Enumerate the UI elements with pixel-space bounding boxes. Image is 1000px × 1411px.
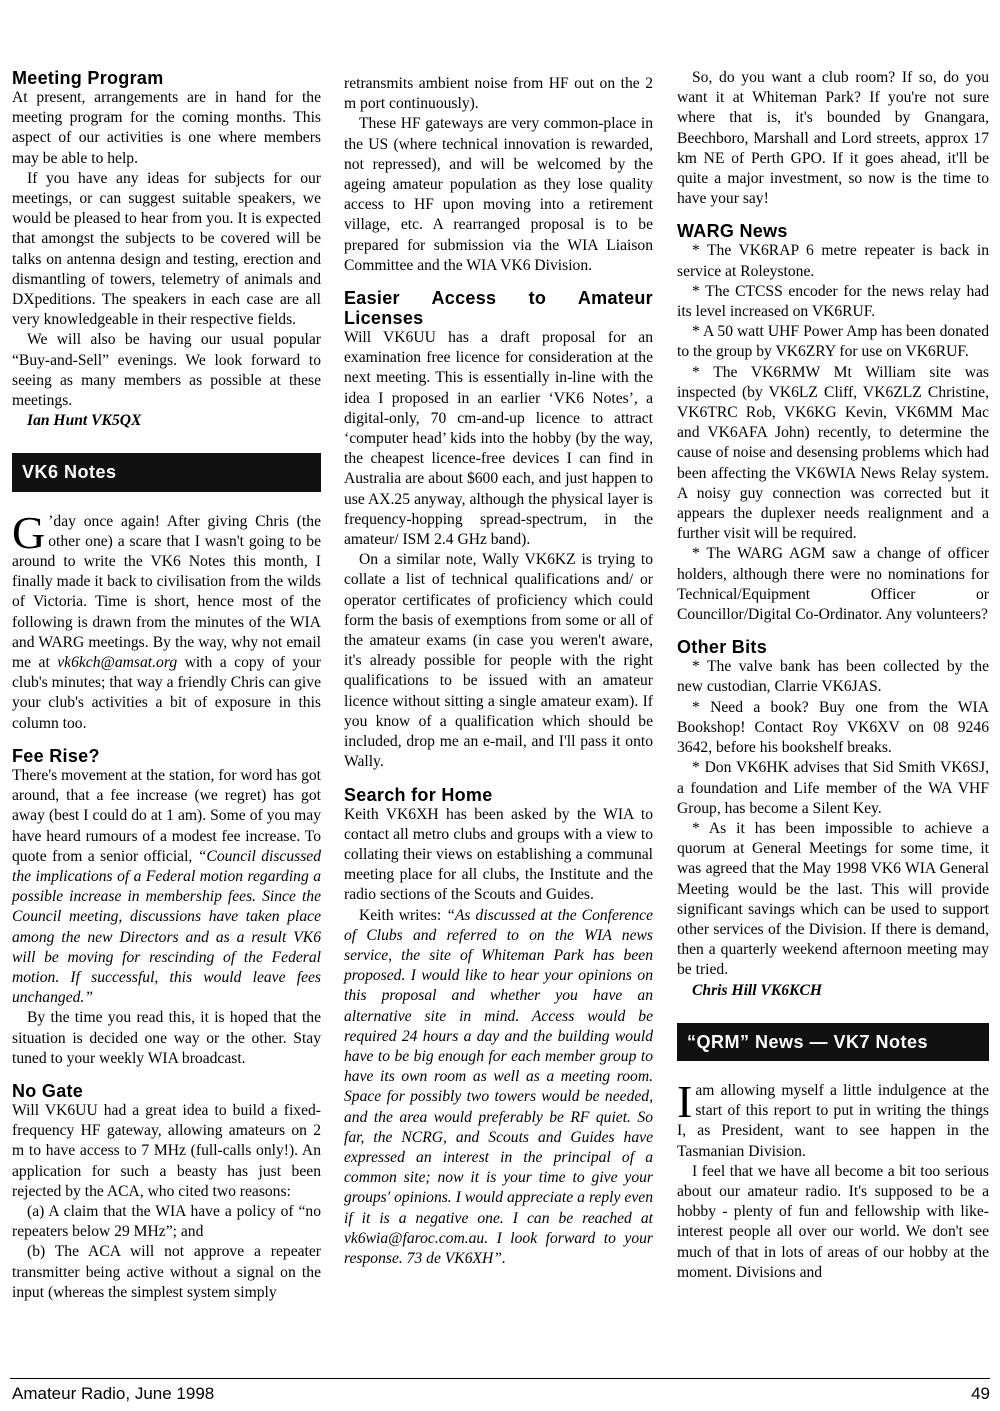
search-text: Keith writes: [359,906,447,924]
no-gate-heading: No Gate [12,1080,84,1101]
continued-paragraph: retransmits ambient noise from HF out on the 2 m port continuously). [344,75,653,113]
easier-access-heading: Easier Access to Amateur Licenses [344,288,653,329]
hf-gateways-paragraph: These HF gateways are very common-place in the US (where technical innovation is rewarded, not repressed), and will be welcomed by the ageing amateur population as they lose quality access to HF upon moving into a retirement village, etc. A rearranged proposal is to be prepared for submission via the WIA Liaison Committee and the WIA VK6 Division. [344,115,653,274]
search-paragraph-1: Keith VK6XH has been asked by the WIA to contact all metro clubs and groups with a view to collating their views on establishing a communal meeting place for all clubs, the Institute and the radio sections of the Scouts and Guides. [344,805,653,904]
other-item-1: * The valve bank has been collected by the new custodian, Clarrie VK6JAS. [677,658,989,696]
warg-item-4: * The VK6RMW Mt William site was inspected (by VK6LZ Cliff, VK6ZLZ Christine, VK6TRC Rob, VK6KG Kevin, VK6MM Mac and VK6AFA John) recently, to determine the cause of noise and desensing problems which had been affecting the VK6WIA News Relay system. A noisy guy connection was corrected but it appears the duplexer needs realignment and a further visit will be required. [677,363,989,543]
nogate-paragraph-2: (a) A claim that the WIA have a policy of “no repeaters below 29 MHz”; and [12,1202,321,1241]
vk6-intro-text-a: ’day once again! After giving Chris (the other one) a scare that I wasn't going to be around to write the VK6 Notes this month, I finally made it back to civilisation from the wilds of Victoria. Time is short, hence most of the following is drawn from the minutes of the WIA and WARG meetings. By the way, why not email me at [12,512,321,672]
vk6-intro-text-b: with a copy of your club's minutes; that way a friendly Chris can give your club's activities a bit of exposure in this column too. [12,654,321,732]
other-signature: Chris Hill VK6KCH [692,981,822,999]
fee-paragraph-1 [12,766,321,1008]
drop-cap-g: G [12,506,46,558]
warg-item-1: * The VK6RAP 6 metre repeater is back in service at Roleystone. [677,242,989,280]
other-bits-heading: Other Bits [677,637,768,658]
vk6-notes-banner: VK6 Notes [12,453,321,491]
nogate-paragraph-1: Will VK6UU had a great idea to build a fixed-frequency HF gateway, allowing amateurs on 2 m to have access to 7 MHz (full-calls only!). An application for such a beasty has just been rejected by the ACA, who cited two reasons: [12,1101,321,1200]
fee-rise-heading: Fee Rise? [12,745,100,766]
meeting-program-heading: Meeting Program [12,68,164,88]
other-item-3: * Don VK6HK advises that Sid Smith VK6SJ, a foundation and Life member of the WA VHF Group, has become a Silent Key. [677,759,989,817]
publication-title: Amateur Radio, June 1998 [12,1384,215,1403]
warg-news-heading: WARG News [677,221,788,242]
fee-paragraph-2: By the time you read this, it is hoped that the situation is decided one way or the other. Stay tuned to your weekly WIA broadcast. [12,1009,321,1067]
meeting-signature: Ian Hunt VK5QX [27,412,142,430]
drop-cap-i: I [677,1075,693,1127]
footer-divider [10,1378,990,1379]
search-paragraph-2 [344,906,653,1270]
other-item-4: * As it has been impossible to achieve a quorum at General Meetings for some time, it was agreed that the May 1998 VK6 WIA General Meeting would be the last. This will provide significant savings which can be used to support other services of the Division. If there is demand, then a quarterly weekend afternoon meeting may be tried. [677,819,989,979]
qrm-text-1: am allowing myself a little indulgence at the start of this report to put in writing the things I, as President, want to see happen in the Tasmanian Division. [677,1081,989,1160]
warg-item-2: * The CTCSS encoder for the news relay had its level increased on VK6RUF. [677,282,989,321]
easier-paragraph-1: Will VK6UU has a draft proposal for an examination free licence for consideration at the next meeting. This is essentially in-line with the idea I proposed in an earlier ‘VK6 Notes’, a digital-only, 70 cm-and-up licence to attract ‘computer head’ kids into the hobby (by the way, the cheapest licence-free devices I can find in Australia are about $600 each, and just happen to use AX.25 anyway, although the physical layer is frequency-hopping spread-spectrum, in the amateur/ ISM 2.4 GHz band). [344,329,653,549]
qrm-news-banner: “QRM” News — VK7 Notes [677,1023,989,1061]
fee-text: There's movement at the station, for word has got around, that a fee increase (we regret) has got away (best I could do at 1 am). Some of you may have heard rumours of a modest fee increase. To quote from a senior official, [12,766,321,865]
vk6-intro-paragraph [12,506,321,734]
search-for-home-heading: Search for Home [344,784,493,805]
column-right [677,68,989,1283]
meeting-paragraph-3: We will also be having our usual popular “Buy-and-Sell” evenings. We look forward to seeing as many members as possible at these meetings. [12,331,321,410]
column-left [12,68,321,1303]
warg-item-3: * A 50 watt UHF Power Amp has been donated to the group by VK6ZRY for use on VK6RUF. [677,323,989,361]
easier-paragraph-2: On a similar note, Wally VK6KZ is trying to collate a list of technical qualifications and/ or operator certificates of proficiency which could form the basis of exemptions from some or all of the amateur exams (in case you weren't aware, it's already possible for people with the right qualifications to be issued with an amateur licence without sitting a single amateur exam). If you know of a qualification which should be included, drop me an e-mail, and I'll pass it onto Wally. [344,551,653,771]
meeting-paragraph-2: If you have any ideas for subjects for our meetings, or can suggest suitable speakers, we would be pleased to hear from you. It is expected that amongst the subjects to be covered will be talks on antenna design and testing, erection and dismantling of towers, telemetry of animals and DXpeditions. The speakers in each case are all very knowledgeable in their respective fields. [12,169,321,329]
club-room-paragraph: So, do you want a club room? If so, do you want it at Whiteman Park? If you're not sure where that is, it's bounded by Gnangara, Beechboro, Marshall and Lord streets, approx 17 km NE of Perth GPO. If it goes ahead, it'll be quite a major investment, so now is the time to have your say! [677,69,989,208]
column-middle [344,74,653,1269]
email-link[interactable]: vk6kch@amsat.org [57,654,178,672]
search-quote: “As discussed at the Conference of Clubs and referred to on the WIA news service, the site of Whiteman Park has been proposed. I would like to hear your opinions on this proposal and whether you have an alternative site in mind. Access would be required 24 hours a day and the building would have to be big enough for each member group to have its own room as well as a meeting room. Space for possibly two towers would be needed, and the area would preferably be RF quiet. So far, the NCRG, and Scouts and Guides have expressed an interest in the principal of a common site; now it is your time to give your groups' opinions. I would appreciate a reply even if it is a negative one. I can be reached at vk6wia@faroc.com.au. I look forward to your response. 73 de VK6XH”. [344,906,653,1267]
meeting-paragraph-1: At present, arrangements are in hand for the meeting program for the coming months. This aspect of our activities is one where members may be able to help. [12,89,321,167]
qrm-paragraph-2: I feel that we have all become a bit too serious about our amateur radio. It's supposed to be a hobby - plenty of fun and fellowship with like-interest people all over our world. We don't see much of that in lots of areas of our hobby at the moment. Divisions and [677,1162,989,1281]
qrm-paragraph-1 [677,1075,989,1162]
other-item-2: * Need a book? Buy one from the WIA Bookshop! Contact Roy VK6XV on 08 9246 3642, before his bookshelf breaks. [677,698,989,757]
fee-quote: “Council discussed the implications of a Federal motion regarding a possible increase in membership fees. Since the Council meeting, discussions have taken place among the new Directors and as a result VK6 will be moving for rescinding of the Federal motion. If successful, this would leave fees unchanged.” [12,847,321,1007]
page-number: 49 [971,1384,990,1403]
nogate-paragraph-3: (b) The ACA will not approve a repeater transmitter being active without a signal on the input (whereas the simplest system simply [12,1243,321,1301]
warg-item-5: * The WARG AGM saw a change of officer holders, although there were no nominations for Technical/Equipment Officer or Councillor/Digital Co-Ordinator. Any volunteers? [677,545,989,624]
